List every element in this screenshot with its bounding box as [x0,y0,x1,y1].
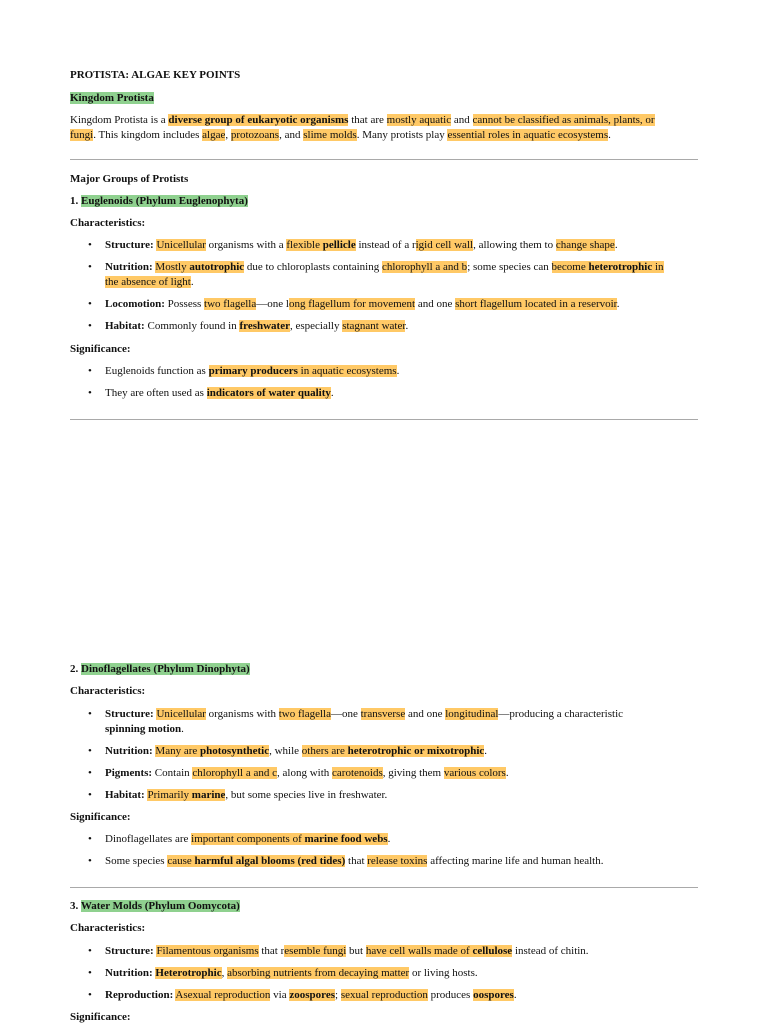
highlight: pellicle [322,239,356,251]
intro-highlight: mostly aquatic [386,114,452,126]
list-item [70,238,698,253]
item-text: affecting marine life and human health. [427,855,604,867]
item-text: —one l [256,298,289,310]
divider [70,887,698,888]
item-text: . [484,745,488,757]
item-text: , [221,967,228,979]
highlight: two flagella [204,298,257,310]
list-item [70,766,698,781]
item-text: but [346,945,366,957]
item-text: . [614,239,618,251]
highlight: chlorophyll a and b [381,261,468,273]
highlight: zoospores [289,989,335,1001]
highlight: primary producers [208,365,298,377]
highlight: autotrophic [189,261,245,273]
section-number: 3. [70,900,81,912]
item-label: Nutrition: [105,745,153,757]
highlight: Many are [155,745,201,757]
euglenoids-significance-list [70,364,698,408]
highlight: in aquatic ecosystems [297,365,397,377]
item-text: . [513,989,517,1001]
intro-text: Kingdom Protista is a [70,114,169,126]
item-text: organisms with [205,708,279,720]
intro-text: , and [279,129,304,141]
item-text: . [616,298,620,310]
highlight: important components of [191,833,305,845]
kingdom-heading [70,91,698,106]
page-title: PROTISTA: ALGAE KEY POINTS [70,69,241,81]
characteristics-label: Characteristics: [70,922,146,934]
item-text: —producing a characteristic [498,708,624,720]
item-label: Locomotion: [105,298,165,310]
item-text: or living hosts. [409,967,478,979]
dinoflagellates-characteristics-list [70,707,698,810]
intro-highlight: cannot be classified as animals, plants, or [472,114,655,126]
intro-text: that are [348,114,387,126]
highlight: in [652,261,664,273]
intro-text: , [225,129,231,141]
item-text: , allowing them to [473,239,556,251]
section-number: 1. [70,195,81,207]
item-text: , along with [277,767,333,779]
highlight: Mostly [155,261,190,273]
highlight: Primarily [147,789,192,801]
highlight: flexible [286,239,323,251]
item-label: Structure: [105,708,154,720]
section-name: Euglenoids (Phylum Euglenophyta) [81,195,248,207]
section-heading-dinoflagellates [70,662,698,677]
highlight: absorbing nutrients from decaying matter [227,967,410,979]
intro-highlight: protozoans [230,129,280,141]
list-item [70,386,698,401]
intro-paragraph [70,113,698,143]
item-text: Possess [167,298,205,310]
highlight: the absence of light [105,276,191,288]
list-item [70,260,698,290]
item-text: . [387,833,391,845]
item-text: organisms with a [205,239,287,251]
highlight: short flagellum located in a reservoir [455,298,617,310]
highlight: oospores [473,989,514,1001]
highlight: two flagella [278,708,331,720]
item-text: —one [330,708,361,720]
characteristics-label: Characteristics: [70,685,146,697]
item-text: and one [415,298,456,310]
item-text: due to chloroplasts containing [244,261,382,273]
item-label: Structure: [105,945,154,957]
highlight: cellulose [472,945,513,957]
item-text: . [190,276,194,288]
list-item [70,364,698,379]
item-text: instead of a r [355,239,416,251]
list-item [70,966,698,981]
intro-text: . [608,129,611,141]
highlight: Filamentous organisms [156,945,259,957]
item-text: They are often used as [105,387,207,399]
item-text: via [270,989,290,1001]
highlight: igid cell wall [415,239,474,251]
item-text: ; [335,989,341,1001]
kingdom-heading-text: Kingdom Protista [70,92,154,104]
item-text: , giving them [382,767,444,779]
list-item [70,297,698,312]
section-name: Dinoflagellates (Phylum Dinophyta) [81,663,250,675]
significance-label: Significance: [70,1011,131,1023]
highlight: longitudinal [445,708,499,720]
highlight: others are [301,745,348,757]
item-label: Pigments: [105,767,153,779]
item-text-bold: spinning motion [105,723,182,735]
major-groups-heading: Major Groups of Protists [70,173,189,185]
item-text: produces [427,989,474,1001]
characteristics-label: Characteristics: [70,217,146,229]
list-item [70,832,698,847]
highlight: marine [191,789,226,801]
significance-label: Significance: [70,343,131,355]
dinoflagellates-significance-list [70,832,698,876]
item-text: Dinoflagellates are [105,833,192,845]
item-text: . [330,387,334,399]
item-text: that [345,855,368,867]
intro-highlight: fungi [70,129,94,141]
highlight: various colors [443,767,506,779]
highlight: cause [167,855,195,867]
item-text: Some species [105,855,168,867]
highlight: marine food webs [304,833,388,845]
section-name: Water Molds (Phylum Oomycota) [80,900,240,912]
section-number: 2. [70,663,81,675]
section-heading-euglenoids [70,194,698,209]
highlight: esemble fungi [284,945,347,957]
list-item [70,988,698,1003]
highlight: become [551,261,589,273]
item-text: , but some species live in freshwater. [225,789,388,801]
list-item [70,788,698,803]
item-text: ; some species can [467,261,552,273]
item-label: Structure: [105,239,154,251]
item-text: . [405,320,409,332]
item-label: Nutrition: [105,261,153,273]
water-molds-characteristics-list [70,944,698,1010]
item-text: . [505,767,509,779]
item-text: . [396,365,400,377]
highlight: transverse [360,708,406,720]
intro-highlight: essential roles in aquatic ecosystems [447,129,609,141]
item-text: . [181,723,184,735]
intro-highlight: algae [202,129,226,141]
highlight: harmful algal blooms (red tides) [194,855,346,867]
item-text: Commonly found in [147,320,240,332]
item-label: Reproduction: [105,989,174,1001]
item-label: Nutrition: [105,967,153,979]
item-text: Contain [154,767,193,779]
divider [70,419,698,420]
divider [70,159,698,160]
highlight: Asexual reproduction [175,989,271,1001]
item-label: Habitat: [105,789,145,801]
highlight: indicators of water quality [206,387,331,399]
highlight: Heterotrophic [155,967,222,979]
highlight: sexual reproduction [340,989,428,1001]
highlight: heterotrophic [588,261,653,273]
highlight: Unicellular [156,239,206,251]
intro-highlight: slime molds [303,129,357,141]
section-heading-water-molds [70,899,698,914]
list-item [70,319,698,334]
intro-text: and [451,114,473,126]
item-text: instead of chitin. [512,945,589,957]
highlight: chlorophyll a and c [192,767,278,779]
list-item [70,854,698,869]
highlight: carotenoids [332,767,383,779]
highlight: photosynthetic [200,745,270,757]
highlight: stagnant water [342,320,406,332]
highlight: Unicellular [156,708,206,720]
intro-highlight: diverse group of eukaryotic organisms [168,114,349,126]
list-item [70,944,698,959]
item-label: Habitat: [105,320,145,332]
highlight: ong flagellum for movement [288,298,416,310]
euglenoids-characteristics-list [70,238,698,341]
significance-label: Significance: [70,811,131,823]
item-text: Euglenoids function as [105,365,209,377]
list-item [70,744,698,759]
item-text: and one [405,708,446,720]
item-text: , while [269,745,302,757]
item-text: that r [258,945,285,957]
highlight: have cell walls made of [365,945,473,957]
highlight: release toxins [367,855,428,867]
list-item [70,707,698,737]
highlight: freshwater [239,320,290,332]
intro-text: . This kingdom includes [93,129,203,141]
item-text: , especially [289,320,343,332]
intro-text: . Many protists play [356,129,448,141]
highlight: change shape [555,239,615,251]
highlight: heterotrophic or mixotrophic [347,745,485,757]
